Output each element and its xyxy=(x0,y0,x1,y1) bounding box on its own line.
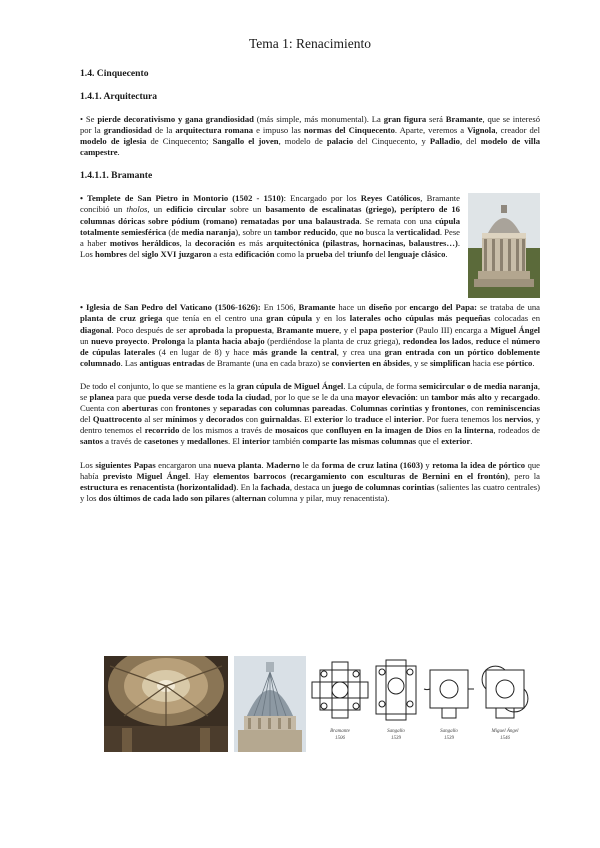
text-run: previsto Miguel Ángel xyxy=(102,470,189,481)
text-run: Sangallo el joven xyxy=(212,136,279,147)
text-run: planta hacia abajo xyxy=(196,335,265,346)
text-run: modelo de iglesia xyxy=(80,136,147,147)
text-run: , xyxy=(471,335,476,346)
text-run: y en los xyxy=(312,313,350,324)
text-run: lenguaje clásico xyxy=(387,248,446,259)
text-run: gran entrada con un pórtico doblemente columnado xyxy=(80,346,540,368)
text-run: número de cúpulas laterales xyxy=(80,335,541,357)
text-run: grandiosidad xyxy=(103,125,152,136)
text-run: al ser xyxy=(141,414,166,425)
plan-label-2: Sangallo xyxy=(387,729,405,734)
text-run: . Aparte, veremos a xyxy=(394,125,468,136)
text-run: , del xyxy=(459,136,481,147)
text-run: cúpula totalmente semiesférica xyxy=(80,215,460,237)
text-run: será xyxy=(426,114,446,124)
text-run: Miguel Ángel xyxy=(490,324,541,335)
text-run: reduce xyxy=(475,335,501,346)
text-run: , destaca un xyxy=(289,481,333,492)
text-run: modelo de villa campestre xyxy=(80,136,540,158)
papas-paragraph xyxy=(80,460,540,504)
text-run: motivos heráldicos xyxy=(109,237,180,248)
page-title: Tema 1: Renacimiento xyxy=(248,36,371,51)
text-run: verticalidad xyxy=(395,226,440,237)
text-run: . Por fuera tenemos los xyxy=(422,414,505,425)
text-run: redondea los lados xyxy=(402,335,472,346)
text-run: le da xyxy=(300,459,322,470)
text-run: semicircular o de media naranja xyxy=(419,380,538,391)
text-run: papa posterior xyxy=(359,324,414,335)
plan-sangallo-2 xyxy=(424,670,474,718)
plan-label-4: Miguel Ángel xyxy=(491,729,519,734)
text-run: , xyxy=(271,324,277,335)
plan-year-4: 1546 xyxy=(500,736,510,741)
text-run: pierde decorativismo y gana grandiosidad xyxy=(97,114,254,124)
section-heading-cinquecento: 1.4. Cinquecento xyxy=(80,68,149,79)
text-run: tambor más alto xyxy=(431,392,492,403)
text-run: de los mismos a través de xyxy=(179,425,276,436)
text-run: decoración xyxy=(194,237,235,248)
text-run: ( xyxy=(229,492,235,503)
text-run: interior xyxy=(242,436,271,447)
section-heading-arquitectura: 1.4.1. Arquitectura xyxy=(80,91,158,102)
text-run: y xyxy=(178,436,187,447)
plan-bramante xyxy=(312,662,368,718)
text-run: de Cinquecento; xyxy=(146,136,213,147)
text-run: . En la xyxy=(236,481,261,492)
text-run: Prolonga xyxy=(151,335,186,346)
text-run: planta de cruz griega xyxy=(80,313,163,324)
text-run: del Cinquecento, y xyxy=(353,136,430,147)
text-run: siguientes Papas xyxy=(95,459,156,470)
text-run: del xyxy=(80,414,93,425)
text-run: (4 en lugar de 8) y hace xyxy=(155,346,253,357)
text-run: (más simple, más monumental). La xyxy=(253,114,384,124)
text-run: nueva planta xyxy=(213,459,262,470)
text-run: pórtico xyxy=(506,357,533,368)
text-run: retoma la idea de pórtico xyxy=(432,459,526,470)
plan-year-2: 1539 xyxy=(391,736,401,741)
text-run: , que xyxy=(335,226,355,237)
floor-plans xyxy=(312,660,528,720)
dome-interior-photo xyxy=(104,656,228,752)
text-run: que había xyxy=(80,459,540,481)
text-run: a esta xyxy=(211,248,235,259)
text-run: pueda verse desde toda la ciudad xyxy=(148,392,270,403)
text-run: recargado xyxy=(500,392,538,403)
text-run: mínimos xyxy=(165,414,197,425)
text-run: . Los xyxy=(80,237,460,259)
text-run: hace un xyxy=(335,302,369,313)
text-run: tholos xyxy=(126,204,148,215)
text-run: Bramante xyxy=(298,302,336,313)
text-run: aprobada xyxy=(188,324,224,335)
text-run: la linterna xyxy=(454,425,494,436)
text-run: un xyxy=(80,335,92,346)
plan-year-1: 1506 xyxy=(335,736,345,741)
text-run: . El xyxy=(299,414,315,425)
text-run: laterales ocho cúpulas más pequeñas xyxy=(349,313,491,324)
section-heading-bramante: 1.4.1.1. Bramante xyxy=(80,170,153,182)
text-run: forma de cruz latina (1603) xyxy=(321,459,423,470)
text-run: también xyxy=(270,436,303,447)
text-run: . Pese a haber xyxy=(80,226,460,248)
text-run: . xyxy=(445,248,448,259)
text-run: . xyxy=(147,335,152,346)
text-run: , y dentro tenemos el xyxy=(80,414,541,436)
text-run: planea xyxy=(89,392,114,403)
text-run: y xyxy=(491,392,501,403)
text-run: arquitectura romana xyxy=(175,125,254,136)
text-run: Reyes Católicos xyxy=(360,193,421,204)
text-run: (perdiéndose la planta de cruz griega), xyxy=(264,335,403,346)
text-run: se trataba de una xyxy=(477,302,541,313)
text-run: casetones xyxy=(143,436,179,447)
text-run: convierten en ábsides xyxy=(331,357,410,368)
text-run: sobre un xyxy=(226,204,266,215)
text-run: exterior xyxy=(314,414,344,425)
text-run: columna y pilar, muy renacentista). xyxy=(265,492,390,503)
text-run: el xyxy=(382,414,394,425)
text-run: traduce xyxy=(354,414,383,425)
text-run: basamento de escalinatas (griego), períptero de 16 columnas dóricas sobre pódium (romano) rematadas por una balaustrada xyxy=(80,204,460,226)
text-run: elementos barrocos xyxy=(213,470,286,481)
text-run: , rodeados de xyxy=(493,425,540,436)
text-run: • Templete de San Pietro in Montorio (1502 - 1510) xyxy=(80,193,284,204)
text-run: . Cuenta con xyxy=(80,392,541,414)
vaticano-paragraph xyxy=(80,302,540,369)
text-run: , por lo que se le da una xyxy=(269,392,356,403)
text-run: de la xyxy=(151,125,176,136)
text-run: , modelo de xyxy=(278,136,327,147)
text-run: ), sobre un xyxy=(235,226,275,237)
text-run: Bramante xyxy=(445,114,483,124)
text-run: estructura es renacentista (horizontalidad) xyxy=(80,481,237,492)
text-run: , que se interesó por la xyxy=(80,114,540,136)
text-run: , pero la xyxy=(507,470,540,481)
text-run: interior xyxy=(393,414,423,425)
text-run: De todo el conjunto, lo que se mantiene es la xyxy=(80,380,237,391)
text-run: encargo del Papa: xyxy=(409,302,478,313)
text-run: reminiscencias xyxy=(486,403,540,414)
text-run: es más xyxy=(235,237,267,248)
text-run: , un xyxy=(147,204,167,215)
text-run: juego de columnas corintias xyxy=(332,481,435,492)
text-run: , con xyxy=(466,403,487,414)
text-run: por xyxy=(392,302,410,313)
text-run: , Bramante concibió un xyxy=(80,193,461,215)
text-run: simplifican xyxy=(429,357,471,368)
text-run: recorrido xyxy=(144,425,180,436)
text-run: de Bramante (una en cada brazo) se xyxy=(204,357,332,368)
tempietto-photo xyxy=(468,193,540,298)
plan-year-3: 1539 xyxy=(444,736,454,741)
text-run: la xyxy=(224,324,236,335)
text-run: , creador del xyxy=(495,125,540,136)
text-run: busca la xyxy=(363,226,396,237)
text-run: comparte las mismas columnas xyxy=(302,436,417,447)
text-run: Columnas corintias y frontones xyxy=(350,403,467,414)
text-run: como la xyxy=(274,248,307,259)
text-run: , y se xyxy=(409,357,430,368)
text-run: • Iglesia de San Pedro del Vaticano (1506-1626): xyxy=(80,302,261,313)
text-run: diagonal xyxy=(80,324,112,335)
text-run: palacio xyxy=(326,136,354,147)
text-run: fachada xyxy=(260,481,290,492)
text-run: aberturas xyxy=(122,403,158,414)
text-run: . Poco después de ser xyxy=(111,324,189,335)
conjunto-paragraph xyxy=(80,381,540,448)
text-run: diseño xyxy=(368,302,393,313)
image-gallery xyxy=(104,656,540,752)
text-run: que xyxy=(308,425,326,436)
text-run: encargaron una xyxy=(155,459,214,470)
text-run: del xyxy=(332,248,348,259)
text-run: del xyxy=(373,248,388,259)
text-run: , y crea una xyxy=(336,346,385,357)
text-run: propuesta xyxy=(235,324,272,335)
text-run: arquitectónica (pilastras, hornacinas, balaustres…) xyxy=(266,237,458,248)
text-run: siglo XVI juzgaron xyxy=(141,248,212,259)
text-run: triunfo xyxy=(347,248,374,259)
text-run: . xyxy=(345,403,351,414)
plan-label-3: Sangallo xyxy=(440,729,458,734)
text-run: prueba xyxy=(306,248,333,259)
text-run: . La cúpula, de forma xyxy=(343,380,420,391)
text-run: (de xyxy=(166,226,182,237)
text-run: . xyxy=(470,436,473,447)
text-run: mayor elevación xyxy=(355,392,416,403)
text-run: . Las xyxy=(120,357,140,368)
text-run: edificio circular xyxy=(166,204,227,215)
text-run: . Hay xyxy=(188,470,214,481)
text-run: frontones xyxy=(175,403,211,414)
tempietto-block xyxy=(80,193,540,302)
text-run: . Se remata con una xyxy=(359,215,436,226)
plan-miguel-angel xyxy=(482,666,528,718)
text-run: a través de xyxy=(102,436,144,447)
text-run: edificación xyxy=(234,248,275,259)
text-run: no xyxy=(354,226,364,237)
text-run: el xyxy=(500,335,512,346)
text-run: Maderno xyxy=(266,459,300,470)
plan-label-1: Bramante xyxy=(330,729,350,734)
text-run: hombres xyxy=(95,248,127,259)
text-run: con xyxy=(157,403,176,414)
text-run: e impuso las xyxy=(253,125,304,136)
intro-paragraph xyxy=(80,114,540,158)
text-run: la xyxy=(185,335,197,346)
text-run: En 1506, xyxy=(260,302,299,313)
text-run: tambor reducido xyxy=(274,226,336,237)
text-run: gran cúpula de Miguel Ángel xyxy=(236,380,344,391)
text-run: antiguas entradas xyxy=(139,357,205,368)
text-run: exterior xyxy=(441,436,471,447)
text-run: dos últimos de cada lado son pilares xyxy=(98,492,230,503)
dome-exterior-photo xyxy=(234,656,306,752)
text-run: decorados xyxy=(205,414,244,425)
document-page xyxy=(80,36,540,516)
text-run: • Se xyxy=(80,114,98,124)
text-run: (recargamiento con esculturas de Bernini en el frontón) xyxy=(290,470,508,481)
text-run: que tenía en el centro una xyxy=(162,313,267,324)
text-run: Vignola xyxy=(467,125,496,136)
text-run: , y el xyxy=(339,324,360,335)
text-run: más grande la central xyxy=(252,346,337,357)
text-run: Quattrocento xyxy=(92,414,142,425)
text-run: Bramante muere xyxy=(276,324,340,335)
text-run: . El xyxy=(228,436,243,447)
text-run: . xyxy=(532,357,535,368)
text-run: hacia ese xyxy=(470,357,507,368)
text-run: que el xyxy=(416,436,442,447)
text-run: : Encargado por los xyxy=(283,193,361,204)
text-run: normas del Cinquecento xyxy=(303,125,395,136)
text-run: (Paulo III) encarga a xyxy=(413,324,491,335)
text-run: y xyxy=(210,403,220,414)
text-run: , la xyxy=(179,237,195,248)
text-run: mosaicos xyxy=(275,425,309,436)
text-run: nuevo proyecto xyxy=(91,335,148,346)
text-run: nervios xyxy=(504,414,532,425)
text-run: gran figura xyxy=(383,114,427,124)
text-run: medallones xyxy=(186,436,229,447)
text-run: Los xyxy=(80,459,96,470)
text-run: . xyxy=(261,459,267,470)
text-run: colocadas en xyxy=(490,313,541,324)
plan-sangallo-1 xyxy=(376,660,416,720)
text-run: lo xyxy=(343,414,355,425)
text-run: media naranja xyxy=(181,226,236,237)
text-run: . xyxy=(117,147,120,158)
text-run: separadas con columnas pareadas xyxy=(219,403,346,414)
text-run: (salientes las cuatro centrales) y los xyxy=(80,481,540,503)
text-run: , se xyxy=(80,380,540,403)
text-run: del xyxy=(126,248,142,259)
text-run: y xyxy=(422,459,433,470)
text-run: gran cúpula xyxy=(266,313,313,324)
text-run: : un xyxy=(415,392,432,403)
text-run: y xyxy=(196,414,206,425)
text-run: en xyxy=(441,425,455,436)
text-run: Palladio xyxy=(429,136,460,147)
text-run: para que xyxy=(113,392,149,403)
text-run: santos xyxy=(80,436,103,447)
text-run: con xyxy=(243,414,261,425)
text-run: guirnaldas xyxy=(260,414,300,425)
text-run: alternan xyxy=(234,492,266,503)
text-run: confluyen en la imagen de Dios xyxy=(325,425,442,436)
